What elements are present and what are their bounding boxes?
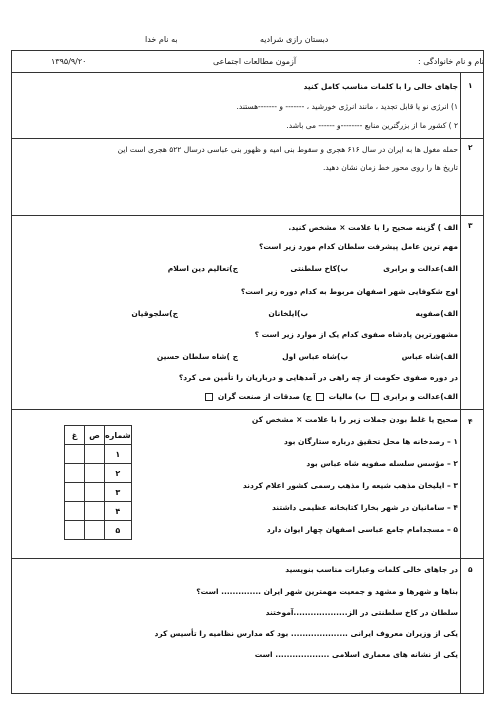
q3-option: ج)سلجوقیان: [131, 309, 178, 318]
true-false-answer-table: [64, 425, 132, 540]
q3-option: ب) مالیات: [328, 392, 366, 401]
q3-option: ج)تعالیم دین اسلام: [167, 264, 238, 273]
q4-item: ۵ – مسجدامام جامع عباسی اصفهان چهار ایوان دارد: [266, 525, 458, 534]
answer-cell[interactable]: [65, 521, 85, 540]
q5-instruction: در جاهای خالی کلمات وعبارات مناسب بنویسید: [285, 565, 458, 574]
bismillah: به نام خدا: [145, 35, 178, 44]
q3-option: ب)ایلخانان: [268, 309, 308, 318]
answer-cell[interactable]: [65, 483, 85, 502]
table-header: غ: [65, 426, 85, 445]
question-number: ۵: [468, 565, 473, 574]
question-number: ۲: [468, 143, 473, 152]
q5-line: سلطان در کاخ سلطنتی در الز...................آموختند: [265, 608, 458, 617]
table-row-number: ۵: [105, 521, 132, 540]
q2-line-1: حمله مغول ها به ایران در سال ۶۱۶ هجری و سقوط بنی امیه و ظهور بنی عباسی درسال ۵۲۲ هجری است این: [117, 145, 458, 154]
q3-option-row: [203, 393, 458, 401]
table-row-number: ۴: [105, 502, 132, 521]
table-row-number: ۳: [105, 483, 132, 502]
q3-instruction: الف ) گزینه صحیح را با علامت × مشخص کنید.: [288, 223, 458, 232]
q3-option: الف)صفویه: [415, 309, 458, 318]
q3-option: ب)شاه عباس اول: [282, 352, 348, 361]
q3-question-2: اوج شکوفایی شهر اصفهان مربوط به کدام دوره زیر است؟: [240, 287, 458, 296]
school-name: دبستان رازی شرادیه: [260, 35, 329, 44]
answer-cell[interactable]: [65, 464, 85, 483]
q3-question-4: در دوره صفوی حکومت از چه راهی در آمدهایی و درباریان را تأمین می کرد؟: [178, 373, 458, 382]
q3-option: ج )شاه سلطان حسین: [156, 352, 238, 361]
divider: [11, 138, 484, 139]
q2-line-2: تاریخ ها را روی محور خط زمان نشان دهید.: [322, 163, 458, 172]
question-number: ۱: [468, 81, 473, 90]
q4-item: ۲ – مؤسس سلسله صفویه شاه عباس بود: [306, 459, 458, 468]
table-row-number: ۲: [105, 464, 132, 483]
q5-line: بناها و شهرها و مشهد و جمعیت مهمترین شهر ایران .............. است؟: [196, 587, 458, 596]
q4-instruction: صحیح یا غلط بودن جملات زیر را با علامت × مشخص کن: [251, 415, 458, 424]
answer-cell[interactable]: [85, 464, 105, 483]
q3-question-3: مشهورترین پادشاه صفوی کدام یک از موارد زیر است ؟: [254, 330, 458, 339]
answer-cell[interactable]: [85, 521, 105, 540]
table-row-number: ۱: [105, 445, 132, 464]
q3-option: ج) صدقات از صنعت گران: [217, 392, 312, 401]
exam-date: ۱۳۹۵/۹/۲۰: [51, 57, 87, 66]
divider: [11, 558, 484, 559]
answer-cell[interactable]: [65, 502, 85, 521]
table-header: ص: [85, 426, 105, 445]
divider: [11, 72, 484, 73]
exam-title: آزمون مطالعات اجتماعی: [213, 57, 297, 66]
q1-instruction: جاهای خالی را با کلمات مناسب کامل کنید: [303, 82, 458, 91]
checkbox-icon[interactable]: [205, 393, 213, 401]
checkbox-icon[interactable]: [371, 393, 379, 401]
q1-line-1: ۱) انرژی نو یا قابل تجدید ، مانند انرژی خورشید ، ------- و -------هستند.: [236, 102, 458, 111]
divider: [11, 409, 484, 410]
q4-item: ۱ – رصدخانه ها محل تحقیق درباره ستارگان بود: [284, 437, 458, 446]
answer-cell[interactable]: [65, 445, 85, 464]
q4-item: ۳ – ایلیخان مذهب شیعه را مذهب رسمی کشور اعلام کردند: [242, 481, 458, 490]
q3-option: الف)عدالت و برابری: [383, 264, 458, 273]
table-header: شماره: [105, 426, 132, 445]
answer-cell[interactable]: [85, 445, 105, 464]
question-number: ۴: [468, 417, 473, 426]
divider: [11, 215, 484, 216]
checkbox-icon[interactable]: [316, 393, 324, 401]
question-number: ۳: [468, 221, 473, 230]
q5-line: یکی از نشانه های معماری اسلامی ................... است: [254, 650, 458, 659]
q1-line-2: ۲ ) کشور ما از بزرگترین منابع --------و ------ می باشد.: [286, 121, 458, 130]
number-column-divider: [460, 72, 461, 694]
q3-option: ب)کاخ سلطنتی: [290, 264, 348, 273]
student-name-label: نام و نام خانوادگی :: [418, 57, 484, 66]
q3-option: الف)شاه عباس: [401, 352, 458, 361]
q3-question-1: مهم ترین عامل پیشرفت سلطان کدام مورد زیر است؟: [259, 242, 458, 251]
q5-line: یکی از وزیران معروف ایرانی .................... بود که مدارس نظامیه را تأسیس کرد: [154, 629, 458, 638]
q3-option: الف)عدالت و برابری: [383, 392, 458, 401]
answer-cell[interactable]: [85, 502, 105, 521]
q4-item: ۴ – سامانیان در شهر بخارا کتابخانه عظیمی داشتند: [271, 503, 458, 512]
answer-cell[interactable]: [85, 483, 105, 502]
